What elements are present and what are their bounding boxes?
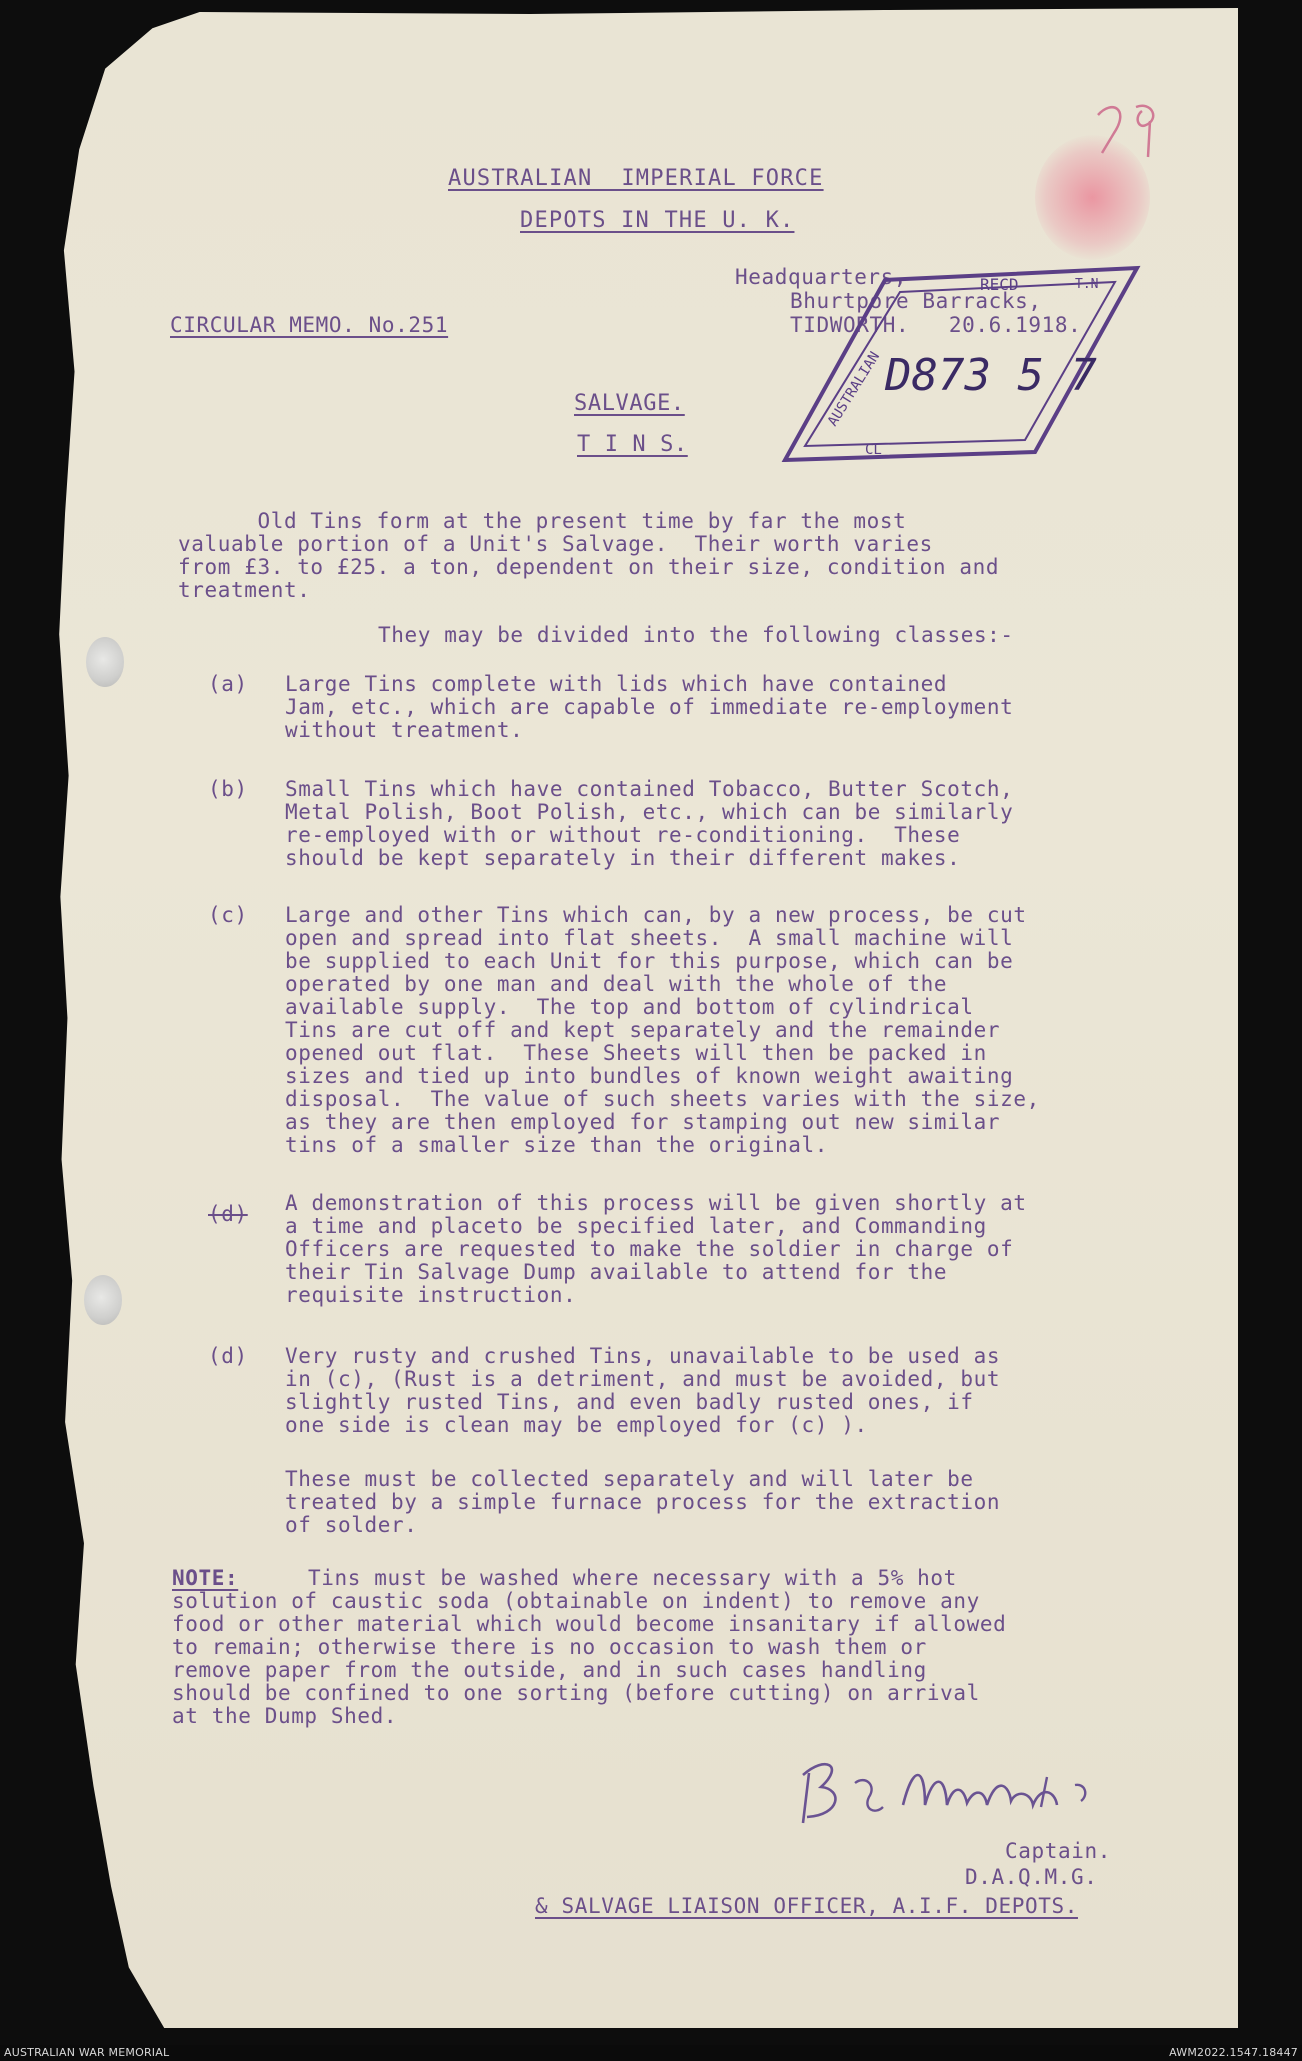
item-a-line-1: Large Tins complete with lids which have contained xyxy=(285,672,948,696)
signatory-office: & SALVAGE LIAISON OFFICER, A.I.F. DEPOTS. xyxy=(535,1894,1078,1918)
item-d-line-3: slightly rusted Tins, and even badly rusted ones, if xyxy=(285,1390,974,1414)
note-line-3: food or other material which would become insanitary if allowed xyxy=(172,1612,1007,1636)
collection-line-3: of solder. xyxy=(285,1513,418,1537)
item-c-line-3: be supplied to each Unit for this purpose, which can be xyxy=(285,949,1014,973)
classes-intro: They may be divided into the following classes:- xyxy=(378,623,1014,647)
subject-salvage: SALVAGE. xyxy=(574,391,685,416)
item-b-line-2: Metal Polish, Boot Polish, etc., which can be similarly xyxy=(285,800,1014,824)
corner-pencil-number xyxy=(1090,95,1170,165)
stamp-number: D873 5 7 xyxy=(885,350,1097,401)
intro-line-4: treatment. xyxy=(178,578,311,602)
address-line-2: Bhurtpore Barracks, xyxy=(790,289,1042,313)
header-subtitle: DEPOTS IN THE U. K. xyxy=(520,208,795,233)
signatory-role: D.A.Q.M.G. xyxy=(965,1865,1098,1889)
stamp-letters: T.N xyxy=(1075,277,1099,292)
item-d-line-4: one side is clean may be employed for (c) ). xyxy=(285,1413,868,1437)
subject-tins: T I N S. xyxy=(577,432,688,457)
item-a-line-3: without treatment. xyxy=(285,718,524,742)
punch-hole-top xyxy=(86,637,124,687)
item-c-label: (c) xyxy=(208,903,248,927)
item-c-line-9: disposal. The value of such sheets varies with the size, xyxy=(285,1087,1040,1111)
item-c-line-2: open and spread into flat sheets. A small machine will xyxy=(285,926,1014,950)
note-line-4: to remain; otherwise there is no occasion to wash them or xyxy=(172,1635,927,1659)
note-line-5: remove paper from the outside, and in such cases handling xyxy=(172,1658,927,1682)
item-c-line-11: tins of a smaller size than the original. xyxy=(285,1133,828,1157)
item-c-line-10: as they are then employed for stamping out new similar xyxy=(285,1110,1001,1134)
item-c-line-8: sizes and tied up into bundles of known weight awaiting xyxy=(285,1064,1014,1088)
note-line-6: should be confined to one sorting (before cutting) on arrival xyxy=(172,1681,980,1705)
item-d-line-2: in (c), (Rust is a detriment, and must be avoided, but xyxy=(285,1367,1001,1391)
handwritten-signature xyxy=(785,1745,1170,1835)
note-line-7: at the Dump Shed. xyxy=(172,1704,398,1728)
collection-line-1: These must be collected separately and will later be xyxy=(285,1467,974,1491)
note-label: NOTE: xyxy=(172,1566,239,1590)
note-line-2: solution of caustic soda (obtainable on indent) to remove any xyxy=(172,1589,980,1613)
item-d-label: (d) xyxy=(208,1344,248,1368)
signatory-rank: Captain. xyxy=(1005,1839,1111,1863)
footer-source: AUSTRALIAN WAR MEMORIAL xyxy=(4,2046,170,2059)
note-line-1: Tins must be washed where necessary with a 5% hot xyxy=(308,1566,957,1590)
item-b-line-1: Small Tins which have contained Tobacco, Butter Scotch, xyxy=(285,777,1014,801)
item-b-line-4: should be kept separately in their different makes. xyxy=(285,846,961,870)
stamp-corner-text: CL xyxy=(865,442,882,458)
item-d1-line-5: requisite instruction. xyxy=(285,1283,577,1307)
item-a-label: (a) xyxy=(208,672,248,696)
item-c-line-1: Large and other Tins which can, by a new process, be cut xyxy=(285,903,1027,927)
item-c-line-4: operated by one man and deal with the whole of the xyxy=(285,972,948,996)
received-stamp xyxy=(775,262,1145,462)
punch-hole-bottom xyxy=(84,1275,122,1325)
intro-line-1: Old Tins form at the present time by far the most xyxy=(178,509,907,533)
item-d-line-1: Very rusty and crushed Tins, unavailable to be used as xyxy=(285,1344,1001,1368)
stamp-side-text: AUSTRALIAN xyxy=(824,349,884,430)
item-d1-line-3: Officers are requested to make the soldier in charge of xyxy=(285,1237,1014,1261)
header-title: AUSTRALIAN IMPERIAL FORCE xyxy=(448,166,824,191)
item-d1-line-1: A demonstration of this process will be given shortly at xyxy=(285,1191,1027,1215)
address-line-3: TIDWORTH. 20.6.1918. xyxy=(790,313,1082,337)
item-b-label: (b) xyxy=(208,777,248,801)
item-d1-line-2: a time and placeto be specified later, and Commanding xyxy=(285,1214,987,1238)
intro-line-2: valuable portion of a Unit's Salvage. Their worth varies xyxy=(178,532,933,556)
item-b-line-3: re-employed with or without re-conditioning. These xyxy=(285,823,961,847)
stamp-recd-text: RECD xyxy=(980,275,1019,294)
item-a-line-2: Jam, etc., which are capable of immediate re-employment xyxy=(285,695,1014,719)
footer-accession: AWM2022.1547.18447 xyxy=(1169,2046,1298,2059)
collection-line-2: treated by a simple furnace process for the extraction xyxy=(285,1490,1001,1514)
item-c-line-6: Tins are cut off and kept separately and the remainder xyxy=(285,1018,1001,1042)
memo-number: CIRCULAR MEMO. No.251 xyxy=(170,313,449,337)
item-d-struck-label: (d) xyxy=(208,1202,248,1226)
item-c-line-7: opened out flat. These Sheets will then be packed in xyxy=(285,1041,987,1065)
item-c-line-5: available supply. The top and bottom of cylindrical xyxy=(285,995,974,1019)
intro-line-3: from £3. to £25. a ton, dependent on their size, condition and xyxy=(178,555,1000,579)
item-d1-line-4: their Tin Salvage Dump available to attend for the xyxy=(285,1260,948,1284)
address-line-1: Headquarters, xyxy=(735,265,908,289)
